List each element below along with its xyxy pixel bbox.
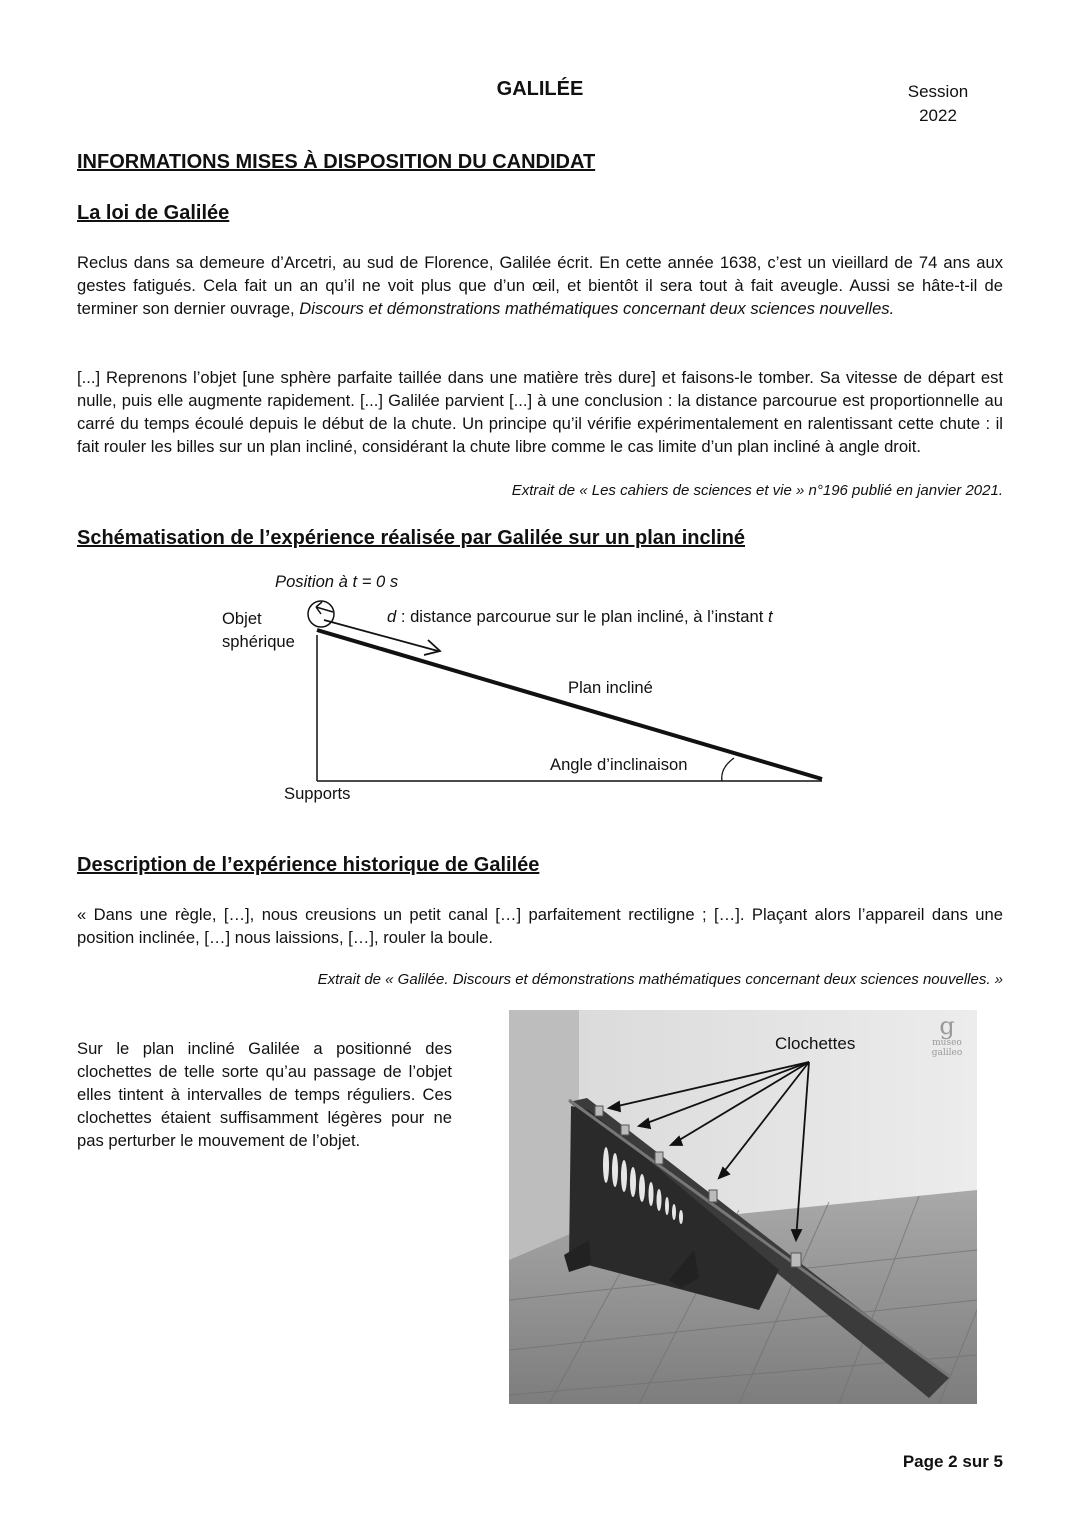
logo-line2: galileo bbox=[931, 1048, 963, 1058]
distance-symbol: d bbox=[387, 607, 397, 626]
angle-label: Angle d’inclinaison bbox=[550, 755, 688, 774]
inclined-plane-line bbox=[317, 630, 822, 779]
logo-mark: g bbox=[939, 1012, 955, 1040]
bells-explanation: Sur le plan incliné Galilée a positionné des clochettes de telle sorte qu’au passage de l’objet elles tintent à intervalles de temps réguliers. Ces clochettes étaient suffisamment légères pour ne pas perturber le mouvement de l’objet. bbox=[77, 1039, 452, 1150]
supports-label: Supports bbox=[284, 784, 351, 803]
law-source: Extrait de « Les cahiers de sciences et vie » n°196 publié en janvier 2021. bbox=[511, 482, 1003, 499]
galileo-apparatus-photo bbox=[509, 1010, 977, 1404]
session-year: 2022 bbox=[919, 106, 957, 125]
object-label-line2: sphérique bbox=[222, 632, 295, 651]
law-paragraph-2: [...] Reprenons l’objet [une sphère parfaite taillée dans une matière très dure] et faisons-le tomber. Sa vitesse de départ est nulle, puis elle augmente rapidement. [...] Galilée parvient [...] à une conclusion : la distance parcourue est proportionnelle au carré du temps écoulé depuis le début de la chute. Un principe qu’il vérifie expérimentalement en ralentissant cette chute : il fait rouler les billes sur un plan incliné, considérant la chute libre comme le cas limite d’un plan incliné à angle droit. bbox=[77, 368, 1003, 456]
main-heading: INFORMATIONS MISES À DISPOSITION DU CANDIDAT bbox=[77, 151, 596, 173]
distance-text: : distance parcourue sur le plan incliné, à l’instant bbox=[396, 607, 768, 626]
object-label-line1: Objet bbox=[222, 609, 262, 628]
photo-drawing bbox=[509, 1010, 977, 1404]
bells-label: Clochettes bbox=[775, 1034, 856, 1053]
description-source: Extrait de « Galilée. Discours et démonstrations mathématiques concernant deux sciences nouvelles. » bbox=[317, 971, 1003, 988]
page-number: Page 2 sur 5 bbox=[902, 1452, 1003, 1471]
document-title: GALILÉE bbox=[496, 78, 584, 100]
section-heading-description: Description de l’expérience historique de Galilée bbox=[77, 854, 540, 876]
museo-galileo-logo bbox=[927, 1014, 967, 1064]
law-paragraph-1-text: Reclus dans sa demeure d’Arcetri, au sud de Florence, Galilée écrit. En cette année 1638, c’est un vieillard de 74 ans aux gestes fatigués. Cela fait un an qu’il ne voit plus que d’un œil, et bientôt il sera tout à fait aveugle. Aussi se hâte-t-il de terminer son dernier ouvrage, bbox=[77, 253, 1003, 318]
session-label: Session bbox=[907, 82, 969, 101]
description-quote: « Dans une règle, […], nous creusions un petit canal […] parfaitement rectiligne ; […]. Plaçant alors l’appareil dans une position inclinée, […] nous laissions, […], rouler la boule. bbox=[77, 905, 1003, 947]
section-heading-law: La loi de Galilée bbox=[77, 202, 230, 224]
position-label: Position à t = 0 s bbox=[275, 572, 399, 591]
time-symbol: t bbox=[767, 607, 773, 626]
plane-label: Plan incliné bbox=[568, 678, 653, 697]
logo-line1: museo bbox=[932, 1038, 962, 1048]
angle-arc-icon bbox=[722, 758, 734, 781]
book-title: Discours et démonstrations mathématiques concernant deux sciences nouvelles. bbox=[299, 299, 895, 318]
section-heading-diagram: Schématisation de l’expérience réalisée par Galilée sur un plan incliné bbox=[77, 527, 746, 549]
